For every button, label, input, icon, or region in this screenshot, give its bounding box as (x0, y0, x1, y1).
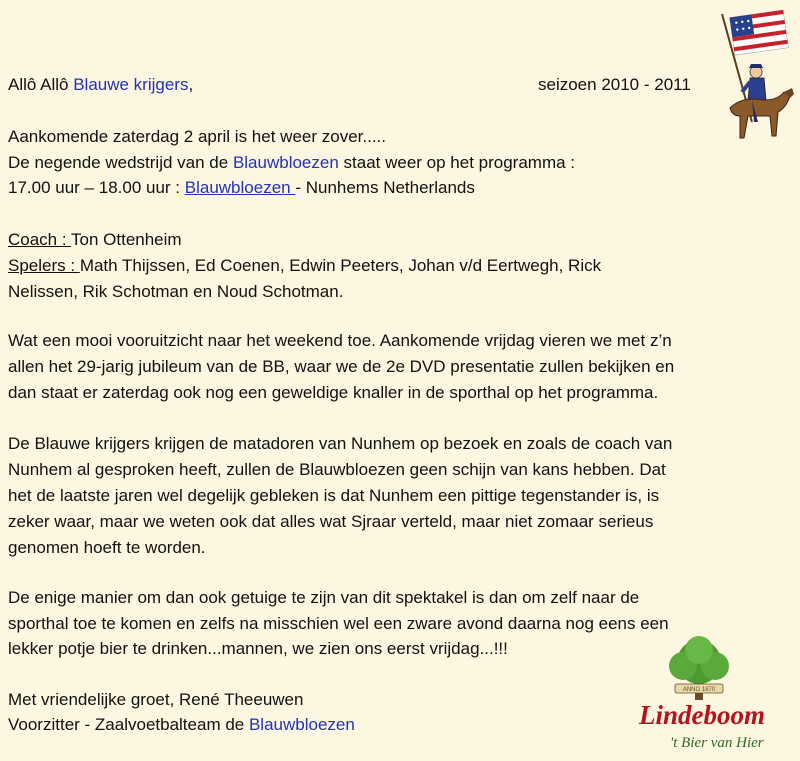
team-name-signature[interactable]: Blauwbloezen (248, 715, 355, 734)
match-line (8, 177, 475, 199)
logo-ribbon-text: ANNO 1870 (682, 687, 716, 693)
logo-tagline: 't Bier van Hier (670, 735, 764, 751)
greeting-suffix: , (188, 75, 194, 94)
paragraph-2-line: het de laatste jaren wel degelijk gebleken is dat Nunhem een pittige tegenstander is, is (8, 486, 660, 505)
logo-brand: Lindeboom (639, 700, 765, 730)
paragraph-3-line: lekker potje bier te drinken...mannen, we zien ons eerst vrijdag...!!! (8, 639, 508, 658)
lindeboom-logo (635, 636, 765, 751)
players-line-2: Nelissen, Rik Schotman en Noud Schotman. (8, 282, 344, 301)
team-name-blauwbloezen[interactable]: Blauwbloezen (232, 153, 339, 172)
players-names-1: Math Thijssen, Ed Coenen, Edwin Peeters, Johan v/d Eertwegh, Rick (79, 256, 602, 275)
paragraph-1-line: Wat een mooi vooruitzicht naar het weekend toe. Aankomende vrijdag vieren we met z’n (8, 331, 672, 350)
paragraph-1-line: allen het 29-jarig jubileum van de BB, waar we de 2e DVD presentatie zullen bekijken en (8, 357, 675, 376)
paragraph-2-line: Nunhem al gesproken heeft, zullen de Blauwbloezen geen schijn van kans hebben. Dat (8, 460, 666, 479)
team-name-link[interactable]: Blauwe krijgers (73, 75, 189, 94)
signature-line-1: Met vriendelijke groet, René Theeuwen (8, 690, 304, 709)
signature-line-2 (8, 714, 355, 736)
paragraph-2-line: De Blauwe krijgers krijgen de matadoren van Nunhem op bezoek en zoals de coach van (8, 434, 673, 453)
greeting-line (8, 74, 193, 96)
intro-line-2-text-b: staat weer op het programma : (338, 153, 576, 172)
paragraph-2-line: zeker waar, maar we weten ook dat alles wat Sjraar verteld, maar niet zomaar serieus (8, 512, 654, 531)
match-time: 17.00 uur – 18.00 uur : (8, 178, 185, 197)
coach-line (8, 229, 182, 251)
paragraph-1-line: dan staat er zaterdag ook nog een geweldige knaller in de sporthal op het programma. (8, 383, 659, 402)
players-label: Spelers : (8, 256, 80, 275)
paragraph-2-line: genomen hoeft te worden. (8, 538, 206, 557)
cavalry-soldier-flag-icon (712, 4, 796, 159)
intro-line-2 (8, 152, 575, 174)
intro-line-2-text-a: De negende wedstrijd van de (8, 153, 233, 172)
season-label: seizoen 2010 - 2011 (538, 75, 691, 94)
paragraph-3-line: De enige manier om dan ook getuige te zijn van dit spektakel is dan om zelf naar de (8, 588, 640, 607)
away-team: - Nunhems Netherlands (295, 178, 475, 197)
coach-label: Coach : (8, 230, 72, 249)
intro-line-1: Aankomende zaterdag 2 april is het weer zover..... (8, 127, 386, 146)
signature-role: Voorzitter - Zaalvoetbalteam de (8, 715, 249, 734)
paragraph-3-line: sporthal toe te komen en zelfs na misschien wel een zware avond daarna nog eens een (8, 614, 669, 633)
greeting-prefix: Allô Allô (8, 75, 74, 94)
players-line-1 (8, 255, 601, 277)
home-team-link[interactable]: Blauwbloezen (184, 178, 296, 197)
coach-name: Ton Ottenheim (71, 230, 182, 249)
lindeboom-tree-logo (635, 636, 765, 706)
